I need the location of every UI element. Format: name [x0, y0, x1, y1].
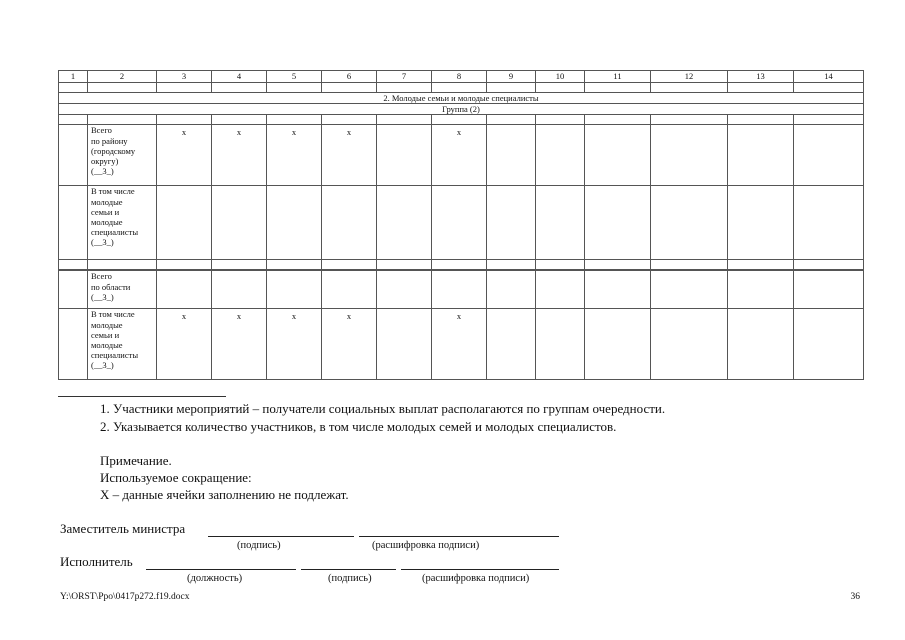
table-cell — [536, 309, 585, 380]
column-number: 12 — [651, 71, 728, 83]
column-number: 4 — [212, 71, 267, 83]
table-cell — [377, 270, 432, 309]
table-cell: x — [432, 309, 487, 380]
executor-position-caption: (должность) — [187, 573, 243, 584]
table-cell — [728, 125, 794, 186]
table-cell — [585, 309, 651, 380]
section-title: 2. Молодые семьи и молодые специалисты — [59, 93, 864, 104]
table-cell: x — [267, 125, 322, 186]
table-cell: x — [322, 125, 377, 186]
column-number-row — [59, 71, 864, 83]
deputy-decode-caption: (расшифровка подписи) — [372, 540, 480, 551]
group-row — [59, 104, 864, 115]
table-cell — [322, 115, 377, 125]
executor-decode-line — [401, 569, 559, 570]
table-cell — [487, 270, 536, 309]
table-cell: x — [212, 125, 267, 186]
table-cell — [212, 186, 267, 260]
column-number: 6 — [322, 71, 377, 83]
table-cell — [536, 186, 585, 260]
table-cell — [794, 270, 864, 309]
row-index-cell — [59, 186, 88, 260]
table-cell: x — [267, 309, 322, 380]
column-number: 13 — [728, 71, 794, 83]
column-number: 7 — [377, 71, 432, 83]
table-cell — [322, 83, 377, 93]
table-cell — [651, 309, 728, 380]
executor-signature-line — [301, 569, 396, 570]
row-index-cell — [59, 309, 88, 380]
row-label: Всего по области (__3_) — [88, 270, 157, 309]
footnote-2: 2. Указывается количество участников, в том числе молодых семей и молодых специалистов. — [100, 419, 617, 434]
table-cell — [487, 83, 536, 93]
table-cell — [212, 115, 267, 125]
table-cell — [267, 186, 322, 260]
table-cell — [157, 270, 212, 309]
column-number: 1 — [59, 71, 88, 83]
table-cell — [651, 186, 728, 260]
section-row — [59, 93, 864, 104]
table-cell — [536, 115, 585, 125]
table-cell — [585, 125, 651, 186]
table-cell — [728, 186, 794, 260]
table-cell — [487, 125, 536, 186]
table-cell — [728, 115, 794, 125]
table-cell — [157, 260, 212, 271]
table-cell — [157, 83, 212, 93]
table-cell — [322, 260, 377, 271]
row-index-cell — [59, 270, 88, 309]
column-number: 11 — [585, 71, 651, 83]
table-cell — [267, 83, 322, 93]
data-table — [58, 70, 864, 380]
table-cell — [432, 260, 487, 271]
row-label: В том числе молодые семьи и молодые специалисты (__3_) — [88, 186, 157, 260]
table-cell — [322, 270, 377, 309]
table-cell — [728, 83, 794, 93]
column-number: 3 — [157, 71, 212, 83]
note-x-meaning: X – данные ячейки заполнению не подлежат. — [100, 487, 349, 502]
table-cell — [794, 83, 864, 93]
deputy-signature-caption: (подпись) — [237, 540, 281, 551]
table-row — [59, 186, 864, 260]
executor-label: Исполнитель — [60, 554, 133, 569]
table-cell — [794, 125, 864, 186]
table-cell — [794, 186, 864, 260]
footnote-separator — [58, 396, 226, 397]
table-cell — [88, 260, 157, 271]
column-number: 2 — [88, 71, 157, 83]
table-cell — [212, 83, 267, 93]
table-cell — [651, 260, 728, 271]
table-cell — [59, 115, 88, 125]
table-cell — [88, 115, 157, 125]
table-cell — [377, 309, 432, 380]
group-title: Группа (2) — [59, 104, 864, 115]
footnote-1: 1. Участники мероприятий – получатели социальных выплат располагаются по группам очередности. — [100, 401, 666, 416]
table-cell — [651, 115, 728, 125]
column-number: 10 — [536, 71, 585, 83]
table-cell — [267, 260, 322, 271]
table-cell — [487, 309, 536, 380]
executor-position-line — [146, 569, 296, 570]
table-cell — [651, 125, 728, 186]
row-label: Всего по району (городскому округу) (__3_) — [88, 125, 157, 186]
table-cell: x — [157, 125, 212, 186]
table-cell — [585, 115, 651, 125]
table-cell — [536, 260, 585, 271]
table-cell — [794, 115, 864, 125]
table-cell — [536, 125, 585, 186]
table-cell — [212, 260, 267, 271]
table-cell — [377, 186, 432, 260]
table-cell — [794, 309, 864, 380]
table-cell: x — [157, 309, 212, 380]
table-cell — [487, 186, 536, 260]
table-cell — [487, 260, 536, 271]
table-cell — [377, 125, 432, 186]
page-number: 36 — [850, 592, 860, 602]
deputy-signature-line — [208, 536, 354, 537]
table-cell — [794, 260, 864, 271]
table-cell — [322, 186, 377, 260]
table-cell — [267, 270, 322, 309]
table-cell: x — [212, 309, 267, 380]
table-cell — [157, 186, 212, 260]
spacer-row — [59, 83, 864, 93]
table-cell — [728, 260, 794, 271]
table-cell — [432, 270, 487, 309]
table-cell — [88, 83, 157, 93]
table-cell — [585, 83, 651, 93]
note-title: Примечание. — [100, 453, 172, 468]
note-abbreviation: Используемое сокращение: — [100, 470, 252, 485]
table-cell — [536, 83, 585, 93]
table-row — [59, 309, 864, 380]
table-cell — [651, 270, 728, 309]
table-cell — [59, 260, 88, 271]
file-path: Y:\ORST\Ppo\0417p272.f19.docx — [60, 592, 190, 602]
table-cell — [487, 115, 536, 125]
table-cell — [585, 260, 651, 271]
spacer-row — [59, 115, 864, 125]
column-number: 14 — [794, 71, 864, 83]
table-cell — [432, 83, 487, 93]
table-cell — [377, 260, 432, 271]
table-cell — [432, 115, 487, 125]
table-cell: x — [432, 125, 487, 186]
table-cell — [212, 270, 267, 309]
table-cell — [377, 83, 432, 93]
table-cell — [728, 270, 794, 309]
table-cell — [651, 83, 728, 93]
table-cell: x — [322, 309, 377, 380]
column-number: 9 — [487, 71, 536, 83]
table-cell — [59, 83, 88, 93]
table-row — [59, 125, 864, 186]
executor-signature-caption: (подпись) — [328, 573, 372, 584]
deputy-minister-label: Заместитель министра — [60, 521, 186, 536]
table-cell — [585, 270, 651, 309]
deputy-decode-line — [359, 536, 559, 537]
spacer-row — [59, 260, 864, 271]
column-number: 5 — [267, 71, 322, 83]
table-cell — [157, 115, 212, 125]
column-number: 8 — [432, 71, 487, 83]
table-cell — [585, 186, 651, 260]
executor-decode-caption: (расшифровка подписи) — [422, 573, 530, 584]
row-index-cell — [59, 125, 88, 186]
table-cell — [267, 115, 322, 125]
table-cell — [377, 115, 432, 125]
row-label: В том числе молодые семьи и молодые специалисты (__3_) — [88, 309, 157, 380]
table-row — [59, 270, 864, 309]
table-cell — [536, 270, 585, 309]
table-cell — [728, 309, 794, 380]
table-cell — [432, 186, 487, 260]
